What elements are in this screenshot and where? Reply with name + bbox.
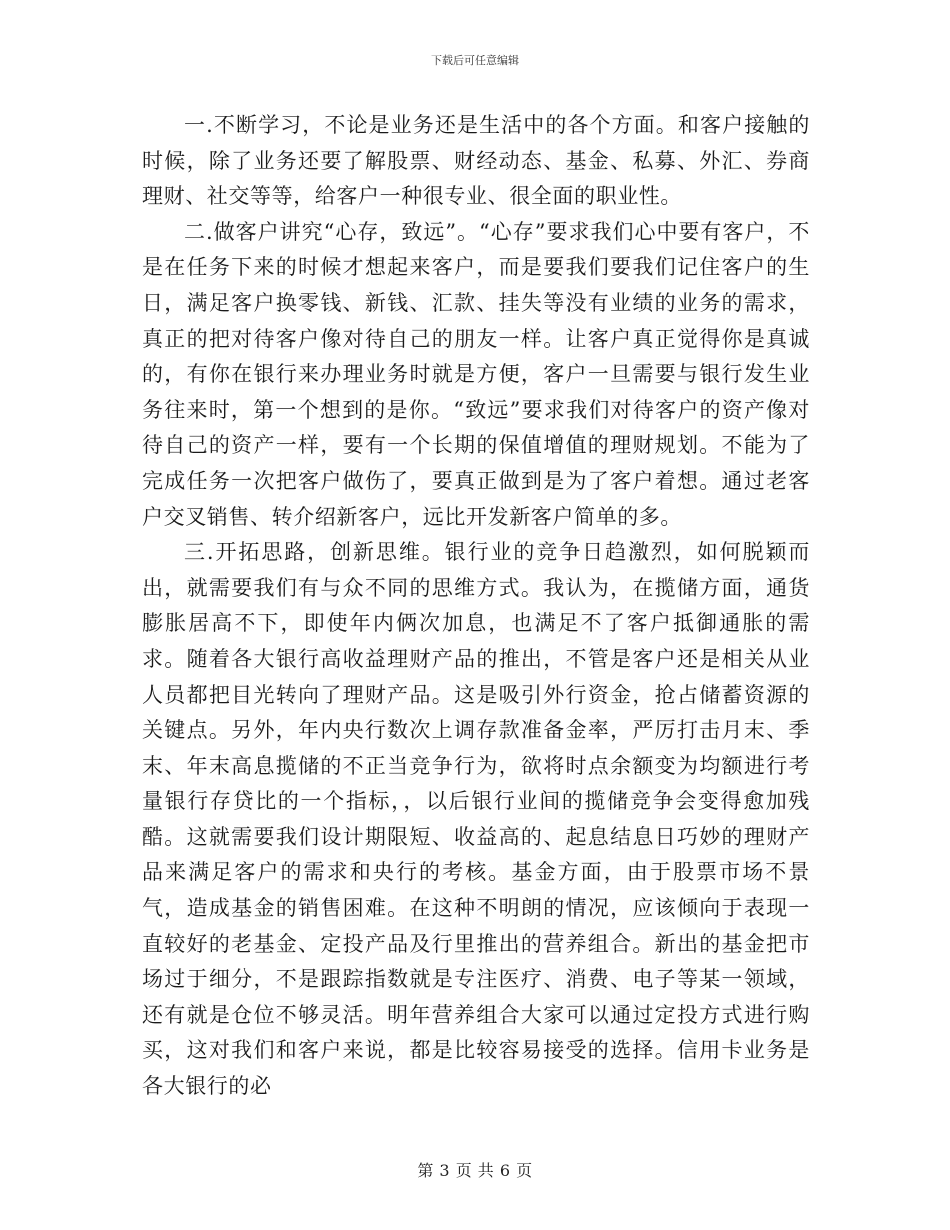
paragraph-3: 三.开拓思路，创新思维。银行业的竞争日趋激烈，如何脱颖而出，就需要我们有与众不同的思维方式。我认为，在揽储方面，通货膨胀居高不下，即使年内俩次加息，也满足不了客户抵御通胀的需求。随着各大银行高收益理财产品的推出，不管是客户还是相关从业人员都把目光转向了理财产品。这是吸引外行资金，抢占储蓄资源的关键点。另外，年内央行数次上调存款准备金率，严厉打击月末、季末、年末高息揽储的不正当竞争行为，欲将时点余额变为均额进行考量银行存贷比的一个指标，，以后银行业间的揽储竞争会变得愈加残酷。这就需要我们设计期限短、收益高的、起息结息日巧妙的理财产品来满足客户的需求和央行的考核。基金方面，由于股票市场不景气，造成基金的销售困难。在这种不明朗的情况，应该倾向于表现一直较好的老基金、定投产品及行里推出的营养组合。新出的基金把市场过于细分，不是跟踪指数就是专注医疗、消费、电子等某一领域，还有就是仓位不够灵活。明年营养组合大家可以通过定投方式进行购买，这对我们和客户来说，都是比较容易接受的选择。信用卡业务是各大银行的必 bbox=[142, 540, 810, 1099]
paragraph-2: 二.做客户讲究“心存，致远”。“心存”要求我们心中要有客户，不是在任务下来的时候才想起来客户，而是要我们要我们记住客户的生日，满足客户换零钱、新钱、汇款、挂失等没有业绩的业务的需求，真正的把对待客户像对待自己的朋友一样。让客户真正觉得你是真诚的，有你在银行来办理业务时就是方便，客户一旦需要与银行发生业务往来时，第一个想到的是你。“致远”要求我们对待客户的资产像对待自己的资产一样，要有一个长期的保值增值的理财规划。不能为了完成任务一次把客户做伤了，要真正做到是为了客户着想。通过老客户交叉销售、转介绍新客户，远比开发新客户简单的多。 bbox=[142, 219, 810, 529]
page-number-footer: 第 3 页 共 6 页 bbox=[417, 1161, 533, 1180]
document-body bbox=[142, 108, 810, 1105]
paragraph-1: 一.不断学习，不论是业务还是生活中的各个方面。和客户接触的时候，除了业务还要了解股票、财经动态、基金、私募、外汇、券商理财、社交等等，给客户一种很专业、很全面的职业性。 bbox=[142, 113, 810, 209]
page-header: 下载后可任意编辑 bbox=[431, 54, 519, 67]
